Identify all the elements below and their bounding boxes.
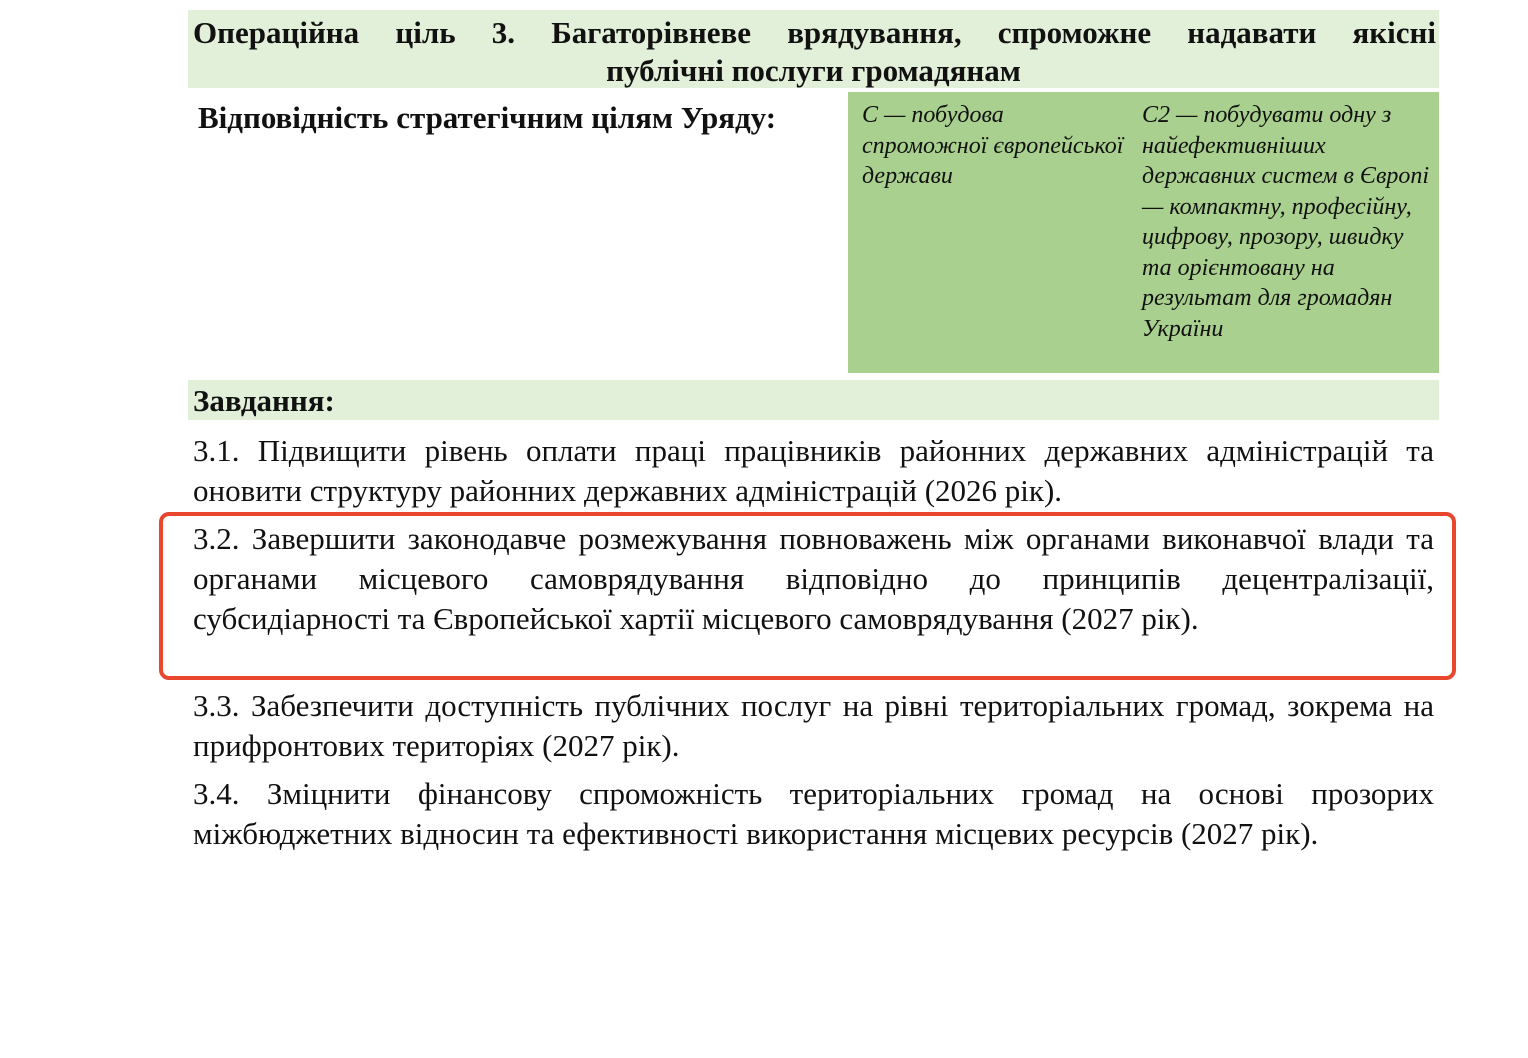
task-item-3-2: 3.2. Завершити законодавче розмежування повноважень між органами виконавчої влади та органами місцевого самоврядування відповідно до принципів децентралізації, субсидіарності та Європейської хартії місцевого самоврядування (2027 рік). <box>193 521 1434 636</box>
task-item-3-3: 3.3. Забезпечити доступність публічних послуг на рівні територіальних громад, зокрема на прифронтових територіях (2027 рік). <box>193 688 1434 763</box>
operational-goal-title-continued: публічні послуги громадянам <box>606 53 1021 88</box>
operational-goal-header <box>188 10 1439 88</box>
task-item-3-4: 3.4. Зміцнити фінансову спроможність територіальних громад на основі прозорих міжбюджетних відносин та ефективності використання місцевих ресурсів (2027 рік). <box>193 776 1434 851</box>
task-item-3-1: 3.1. Підвищити рівень оплати праці працівників районних державних адміністрацій та оновити структуру районних державних адміністрацій (2026 рік). <box>193 433 1434 508</box>
tasks-header <box>188 380 1439 420</box>
strategic-goals-box <box>848 92 1439 373</box>
government-goals-alignment-label: Відповідність стратегічним цілям Уряду: <box>198 100 777 135</box>
tasks-header-label: Завдання: <box>193 383 335 418</box>
strategic-goal-c2: С2 — побудувати одну з найефективніших державних систем в Європі — компактну, професійну, цифрову, прозору, швидку та орієнтовану на результат для громадян України <box>1142 102 1430 342</box>
strategic-goal-c: С — побудова спроможної європейської держави <box>862 102 1124 189</box>
operational-goal-title: Операційна ціль 3. Багаторівневе врядування, спроможне надавати якісні <box>193 15 1436 50</box>
